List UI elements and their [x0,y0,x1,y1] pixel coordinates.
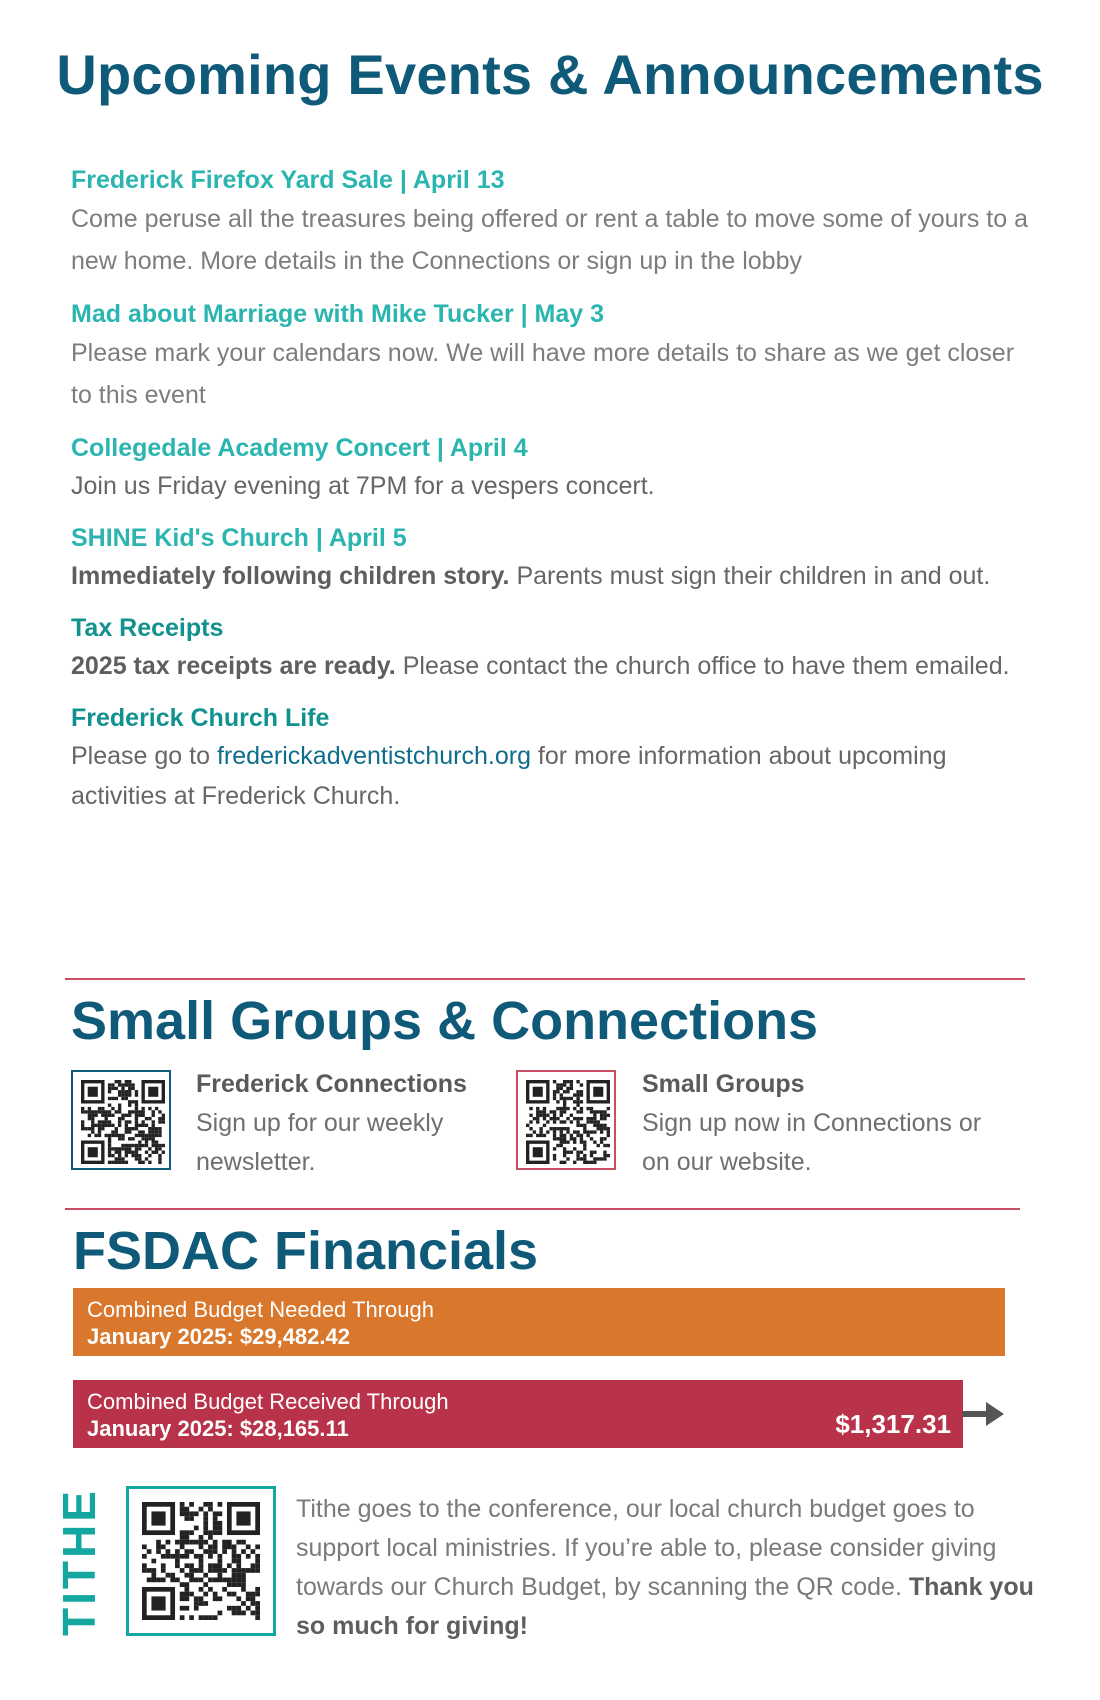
event-title: Mad about Marriage with Mike Tucker | May 3 [71,300,605,328]
event-description-text: for more information about upcoming activities at Frederick Church. [71,742,947,810]
financials-heading: FSDAC Financials [73,1221,539,1281]
small-groups-text: Sign up now in Connections or on our website. [642,1109,982,1176]
event-item [71,700,1031,816]
qr-code-icon [526,1080,610,1164]
small-groups-heading: Small Groups & Connections [71,991,819,1051]
page-title: Upcoming Events & Announcements [56,43,1044,106]
event-description [71,556,1031,596]
event-description-bold: Immediately following children story. [71,562,510,590]
arrow-right-icon [962,1402,1004,1426]
connections-qr-code[interactable] [71,1070,171,1170]
budget-received-bar [73,1380,963,1448]
small-groups-title: Small Groups [642,1070,805,1098]
event-description-bold: 2025 tax receipts are ready. [71,652,396,680]
event-description [71,736,1031,816]
event-title: Collegedale Academy Concert | April 4 [71,434,528,462]
event-description-text: Please go to [71,742,217,770]
event-title: Frederick Church Life [71,704,330,732]
budget-needed-bar [73,1288,1005,1356]
section-divider [65,978,1025,980]
event-description [71,646,1031,686]
qr-code-icon [142,1502,260,1620]
tithe-description [296,1490,1036,1646]
connections-title: Frederick Connections [196,1070,467,1098]
section-divider [65,1208,1020,1210]
event-description: Join us Friday evening at 7PM for a vespers concert. [71,472,655,500]
budget-received-amount: January 2025: $28,165.11 [87,1416,349,1441]
budget-difference: $1,317.31 [835,1409,951,1439]
events-list [71,162,1031,830]
event-item [71,430,1031,506]
connections-text: Sign up for our weekly newsletter. [196,1109,444,1176]
budget-needed-label: Combined Budget Needed Through [87,1297,434,1322]
event-item [71,162,1031,282]
budget-needed-amount: January 2025: $29,482.42 [87,1324,350,1349]
tithe-text: Tithe goes to the conference, our local church budget goes to support local ministries. If you’re able to, please consider giving towards our Church Budget, by scanning the QR code. [296,1495,997,1601]
tithe-label: TITHE [53,1488,105,1636]
event-description: Come peruse all the treasures being offered or rent a table to move some of yours to a new home. More details in the Connections or sign up in the lobby [71,205,1029,275]
tithe-qr-code[interactable] [126,1486,276,1636]
event-title: Frederick Firefox Yard Sale | April 13 [71,166,505,194]
budget-received-label: Combined Budget Received Through [87,1389,449,1414]
event-item [71,610,1031,686]
event-description: Please mark your calendars now. We will have more details to share as we get closer to this event [71,339,1015,409]
event-description-text: Parents must sign their children in and out. [509,562,991,590]
tithe-thanks: Thank you so much for giving! [296,1573,1034,1640]
event-title: SHINE Kid's Church | April 5 [71,524,407,552]
event-item [71,296,1031,416]
website-link[interactable]: frederickadventistchurch.org [216,742,531,770]
event-item [71,520,1031,596]
event-description-text: Please contact the church office to have them emailed. [395,652,1010,680]
event-title: Tax Receipts [71,614,224,642]
small-groups-qr-code[interactable] [516,1070,616,1170]
qr-code-icon [81,1080,165,1164]
